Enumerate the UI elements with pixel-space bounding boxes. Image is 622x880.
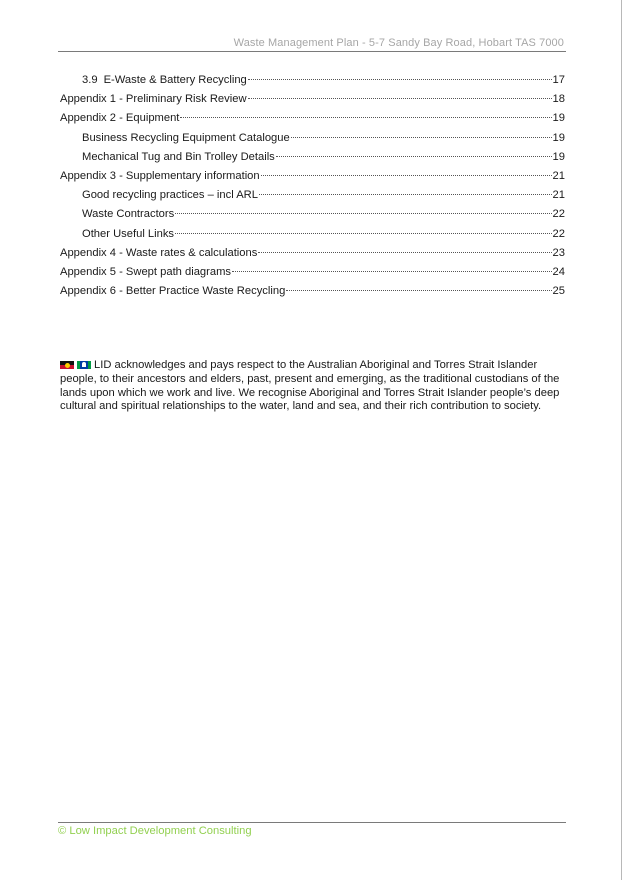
acknowledgement-of-country xyxy=(60,359,560,414)
toc-dot-leader xyxy=(248,79,552,80)
toc-entry[interactable] xyxy=(60,151,565,170)
toc-dot-leader xyxy=(248,98,552,99)
toc-entry-page: 22 xyxy=(552,227,565,240)
toc-dot-leader xyxy=(258,252,551,253)
torres-strait-islander-flag-icon xyxy=(77,361,91,369)
table-of-contents xyxy=(60,74,565,304)
toc-entry[interactable] xyxy=(60,74,565,93)
toc-entry-page: 19 xyxy=(552,131,565,144)
running-header: Waste Management Plan - 5-7 Sandy Bay Road, Hobart TAS 7000 xyxy=(233,37,564,49)
toc-entry-label: Appendix 6 - Better Practice Waste Recycling xyxy=(60,285,286,298)
toc-entry-number: 3.9 xyxy=(82,74,98,86)
toc-entry-label: Appendix 4 - Waste rates & calculations xyxy=(60,246,258,259)
toc-entry-page: 23 xyxy=(552,246,565,259)
toc-entry[interactable] xyxy=(60,247,565,266)
header-rule xyxy=(58,51,566,52)
toc-dot-leader xyxy=(291,137,552,138)
toc-entry-label: Good recycling practices – incl ARL xyxy=(82,189,258,202)
footer-copyright: © Low Impact Development Consulting xyxy=(58,825,252,837)
toc-dot-leader xyxy=(175,213,551,214)
toc-entry[interactable] xyxy=(60,208,565,227)
toc-dot-leader xyxy=(286,290,551,291)
toc-dot-leader xyxy=(232,271,552,272)
toc-entry-label: Appendix 5 - Swept path diagrams xyxy=(60,265,232,278)
toc-entry-label: Business Recycling Equipment Catalogue xyxy=(82,131,290,144)
toc-dot-leader xyxy=(259,194,552,195)
toc-entry-page: 25 xyxy=(552,285,565,298)
toc-entry-label: Appendix 2 - Equipment xyxy=(60,112,180,125)
toc-entry-label: Other Useful Links xyxy=(82,227,175,240)
toc-entry-page: 17 xyxy=(552,74,565,86)
toc-dot-leader xyxy=(276,156,552,157)
aboriginal-flag-icon xyxy=(60,361,74,369)
toc-entry[interactable] xyxy=(60,228,565,247)
toc-entry-label: Appendix 3 - Supplementary information xyxy=(60,169,260,182)
toc-entry-page: 19 xyxy=(552,150,565,163)
toc-entry[interactable] xyxy=(60,285,565,304)
toc-entry-label: Appendix 1 - Preliminary Risk Review xyxy=(60,93,247,106)
toc-entry-page: 22 xyxy=(552,208,565,221)
toc-entry-page: 21 xyxy=(552,169,565,182)
toc-entry[interactable] xyxy=(60,266,565,285)
toc-entry-label: E-Waste & Battery Recycling xyxy=(103,74,247,86)
acknowledgement-text: LID acknowledges and pays respect to the Australian Aboriginal and Torres Strait Islander people, to their ancestors and elders, past, present and emerging, as the traditional custodians of the lands upon which we work and live. We recognise Aboriginal and Torres Strait Islander people’s deep cultural and spiritual relationships to the water, land and sea, and their rich contribution to society. xyxy=(60,359,560,413)
toc-entry[interactable] xyxy=(60,170,565,189)
toc-entry[interactable] xyxy=(60,189,565,208)
toc-dot-leader xyxy=(180,117,551,118)
toc-dot-leader xyxy=(175,233,552,234)
footer-rule xyxy=(58,822,566,823)
toc-entry[interactable] xyxy=(60,132,565,151)
toc-entry-page: 18 xyxy=(552,93,565,106)
toc-entry-page: 21 xyxy=(552,189,565,202)
toc-dot-leader xyxy=(261,175,552,176)
toc-entry-page: 24 xyxy=(552,265,565,278)
toc-entry-label: Waste Contractors xyxy=(82,208,175,221)
toc-entry[interactable] xyxy=(60,112,565,131)
toc-entry-page: 19 xyxy=(552,112,565,125)
toc-entry[interactable] xyxy=(60,93,565,112)
toc-entry-label: Mechanical Tug and Bin Trolley Details xyxy=(82,150,275,163)
